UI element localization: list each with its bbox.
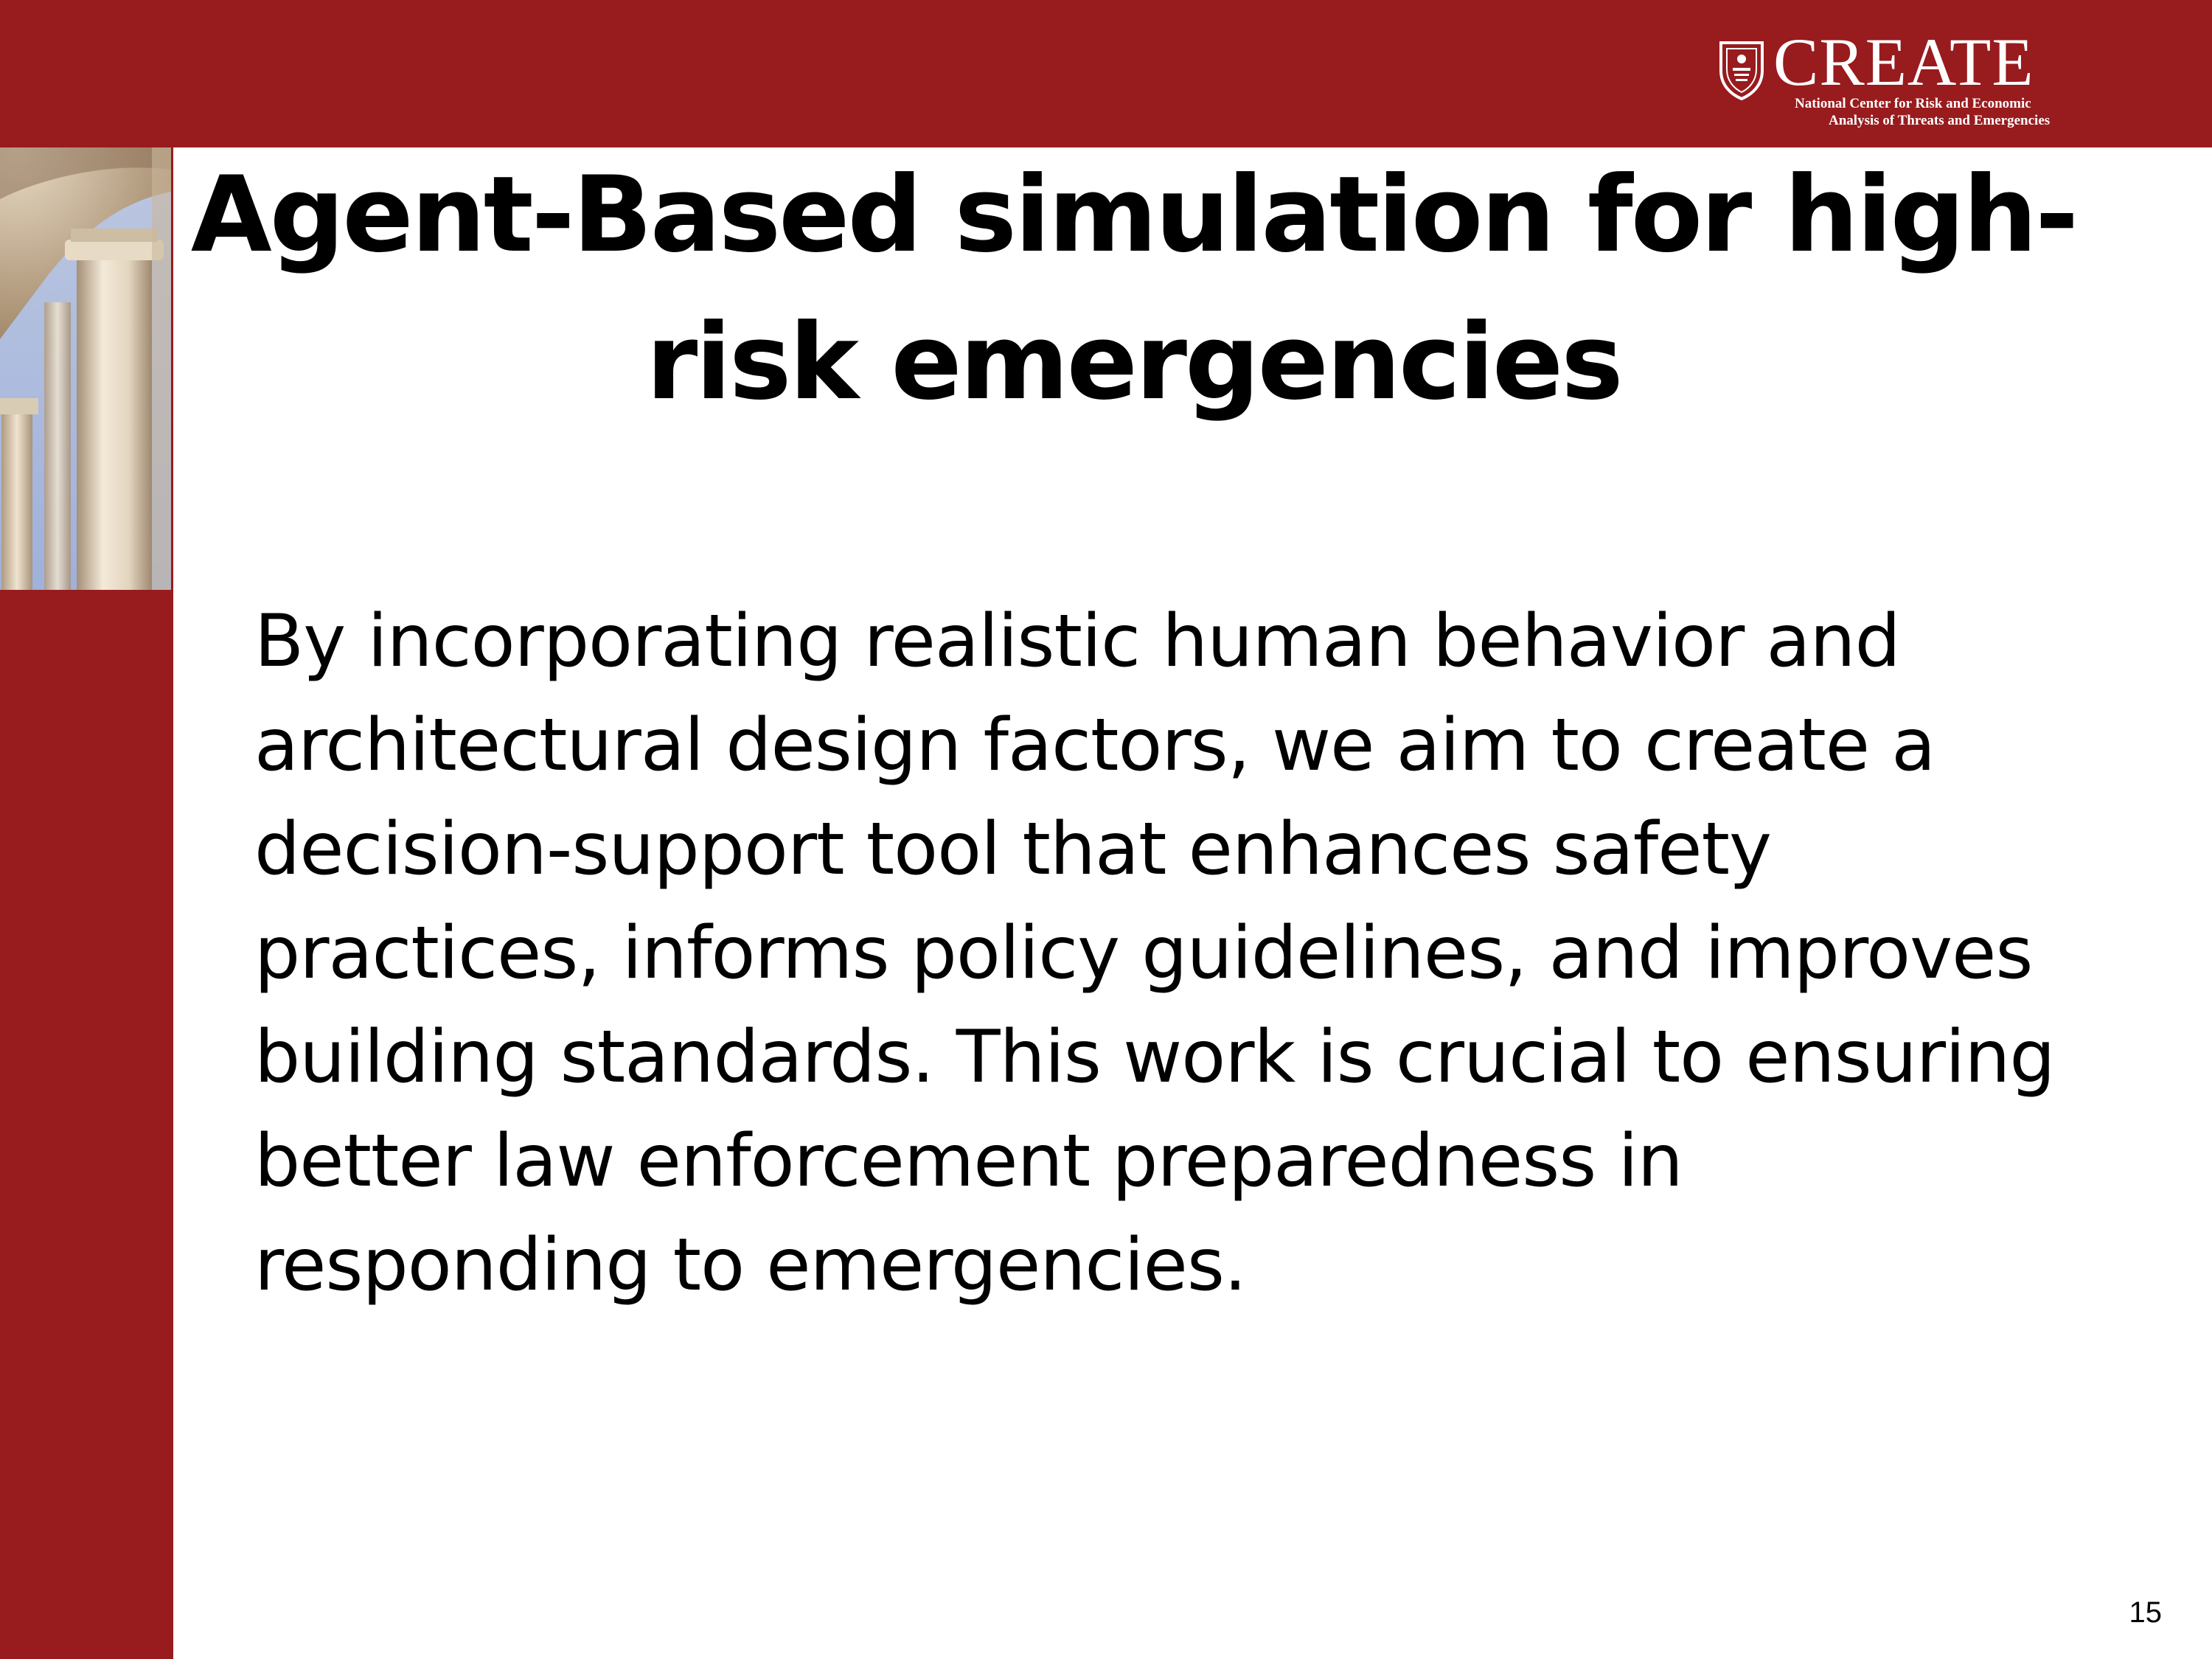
create-logo (1718, 24, 2072, 134)
slide-title: Agent-Based simulation for high-risk emergencies (190, 154, 2077, 423)
classical-columns-image (0, 147, 171, 590)
university-seal-icon (1718, 38, 1765, 100)
logo-subtitle-line1: National Center for Risk and Economic (1795, 96, 2031, 111)
logo-subtitle-line2: Analysis of Threats and Emergencies (1829, 113, 2051, 128)
slide-body-text: By incorporating realistic human behavior and architectural design factors, we aim to create a decision-support tool that enhances safety practices, informs policy guidelines, and improves building standards. This work is crucial to ensuring better law enforcement preparedness in responding to emergencies. (254, 599, 2055, 1307)
logo-wordmark: CREATE (1773, 24, 2034, 100)
page-number: 15 (2129, 1596, 2162, 1629)
